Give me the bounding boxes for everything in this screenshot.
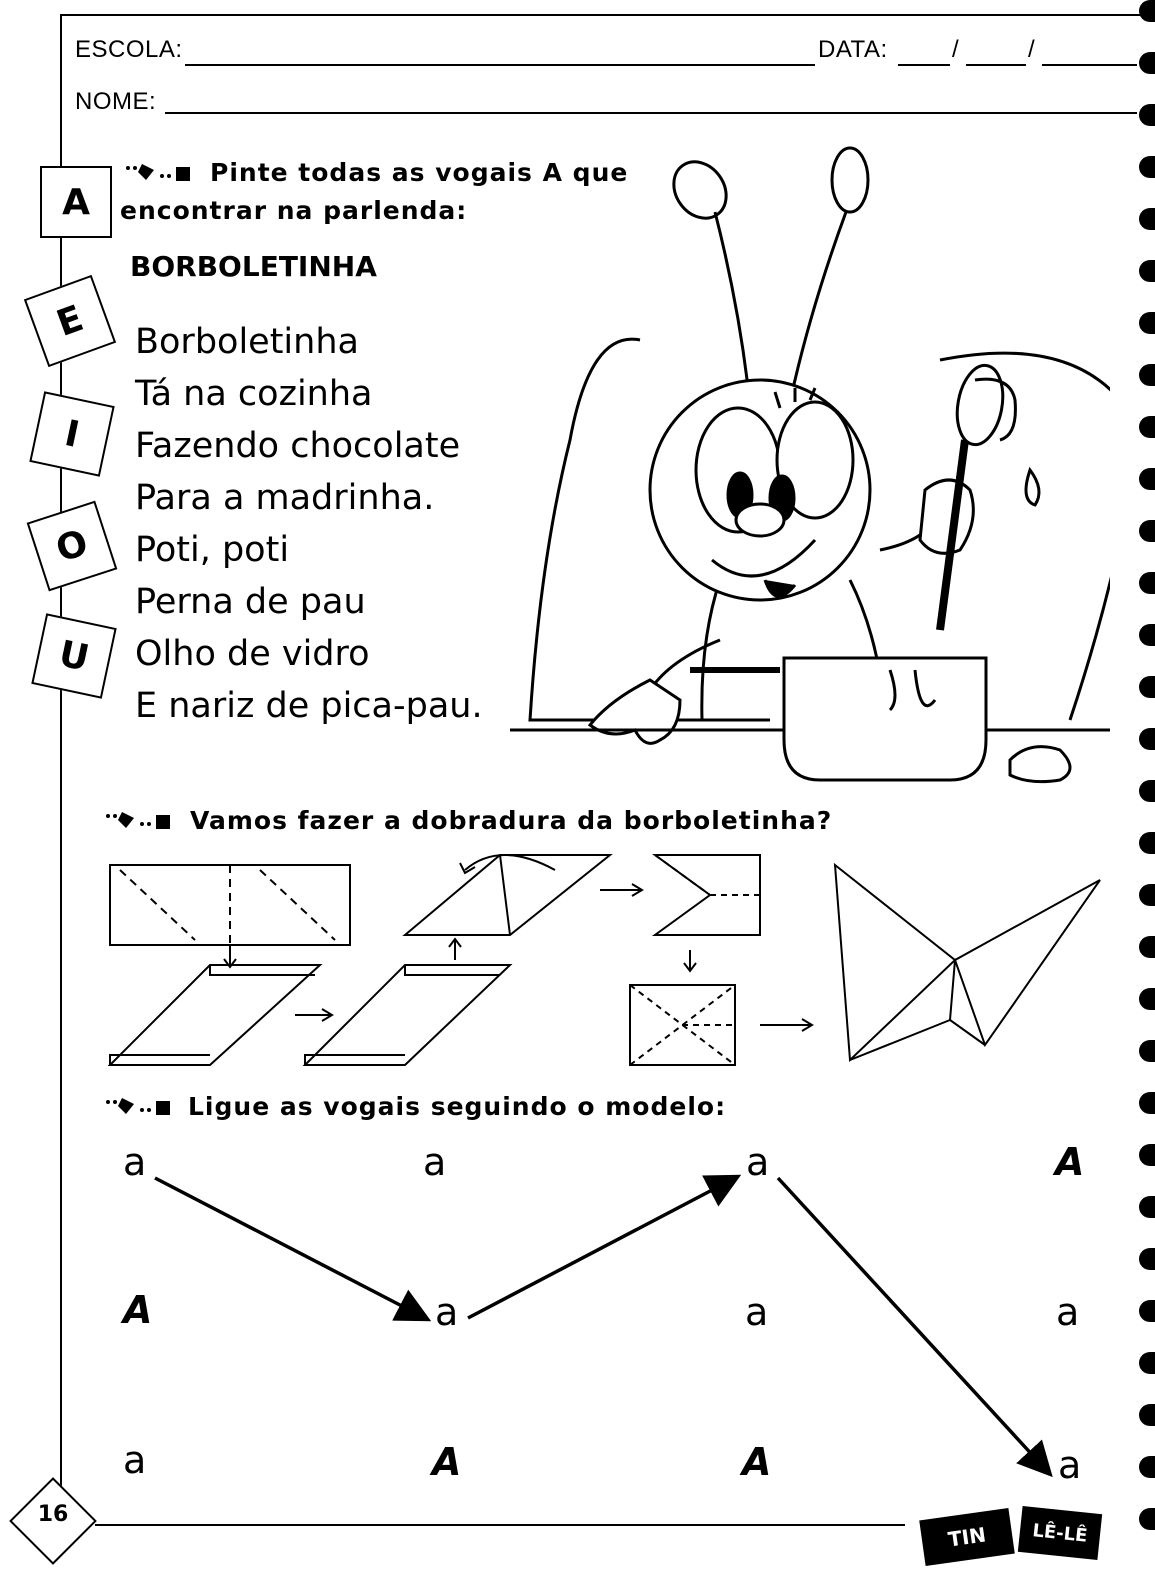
binder-hole (1139, 1196, 1155, 1218)
binder-hole (1139, 1040, 1155, 1062)
binder-hole (1139, 1092, 1155, 1114)
poem-line: Para a madrinha. (135, 478, 435, 518)
nome-label: NOME: (75, 88, 157, 115)
poem-title: BORBOLETINHA (130, 250, 377, 283)
vowel-r1c4: A (1055, 1140, 1085, 1184)
brand-left-text: TIN (946, 1522, 988, 1552)
binder-hole (1139, 936, 1155, 958)
binder-hole (1139, 312, 1155, 334)
poem-line: E nariz de pica-pau. (135, 686, 483, 726)
date-separator-1: / (952, 36, 960, 63)
brand-logo-right (1018, 1506, 1102, 1560)
poem-line: Borboletinha (135, 322, 359, 362)
binder-hole (1139, 468, 1155, 490)
binder-hole (1139, 1404, 1155, 1426)
binder-hole (1139, 624, 1155, 646)
binder-hole (1139, 364, 1155, 386)
binder-hole (1139, 52, 1155, 74)
binder-hole (1139, 1456, 1155, 1478)
vowel-box-a: A (40, 166, 112, 238)
brand-right-text: LÊ-LÊ (1031, 1519, 1089, 1547)
poem-line: Poti, poti (135, 530, 290, 570)
vowel-r3c3: A (742, 1440, 772, 1484)
vowel-r1c1: a (123, 1140, 147, 1184)
escola-label: ESCOLA: (75, 36, 183, 63)
date-separator-2: / (1028, 36, 1036, 63)
section1-instruction-line2: encontrar na parlenda: (120, 196, 468, 225)
footer-line (95, 1524, 905, 1526)
vowel-r1c3: a (746, 1140, 770, 1184)
vowel-r3c4: a (1058, 1443, 1082, 1487)
poem-line: Tá na cozinha (135, 374, 373, 414)
binder-hole (1139, 1248, 1155, 1270)
section1-instruction-line1: Pinte todas as vogais A que (210, 158, 629, 187)
data-label: DATA: (818, 36, 888, 63)
binder-hole (1139, 1508, 1155, 1530)
vowel-r2c3: a (745, 1290, 769, 1334)
binder-hole (1139, 728, 1155, 750)
vowel-box-e: E (24, 275, 116, 367)
binder-hole (1139, 676, 1155, 698)
section3-instruction: Ligue as vogais seguindo o modelo: (188, 1092, 727, 1121)
binder-hole (1139, 832, 1155, 854)
binder-hole (1139, 780, 1155, 802)
vowel-r3c1: a (123, 1438, 147, 1482)
binder-hole (1139, 572, 1155, 594)
vowel-box-i: I (29, 391, 114, 476)
binder-hole (1139, 988, 1155, 1010)
vowel-box-o: O (27, 501, 118, 592)
page-number: 16 (37, 1502, 69, 1527)
vowel-r2c1: A (123, 1288, 153, 1332)
binder-hole (1139, 104, 1155, 126)
poem-line: Olho de vidro (135, 634, 370, 674)
binder-hole (1139, 1144, 1155, 1166)
binder-hole (1139, 156, 1155, 178)
vowel-r2c2: a (435, 1290, 459, 1334)
binder-hole (1139, 1352, 1155, 1374)
binder-hole (1139, 260, 1155, 282)
vowel-r2c4: a (1056, 1290, 1080, 1334)
poem-line: Perna de pau (135, 582, 366, 622)
binder-hole (1139, 0, 1155, 22)
vowel-r1c2: a (423, 1140, 447, 1184)
vowel-r3c2: A (432, 1440, 462, 1484)
binder-hole (1139, 416, 1155, 438)
binder-hole (1139, 208, 1155, 230)
section2-instruction: Vamos fazer a dobradura da borboletinha? (190, 806, 833, 835)
binder-hole (1139, 520, 1155, 542)
vowel-box-u: U (31, 613, 116, 698)
binder-hole (1139, 1300, 1155, 1322)
poem-line: Fazendo chocolate (135, 426, 461, 466)
binder-hole (1139, 884, 1155, 906)
